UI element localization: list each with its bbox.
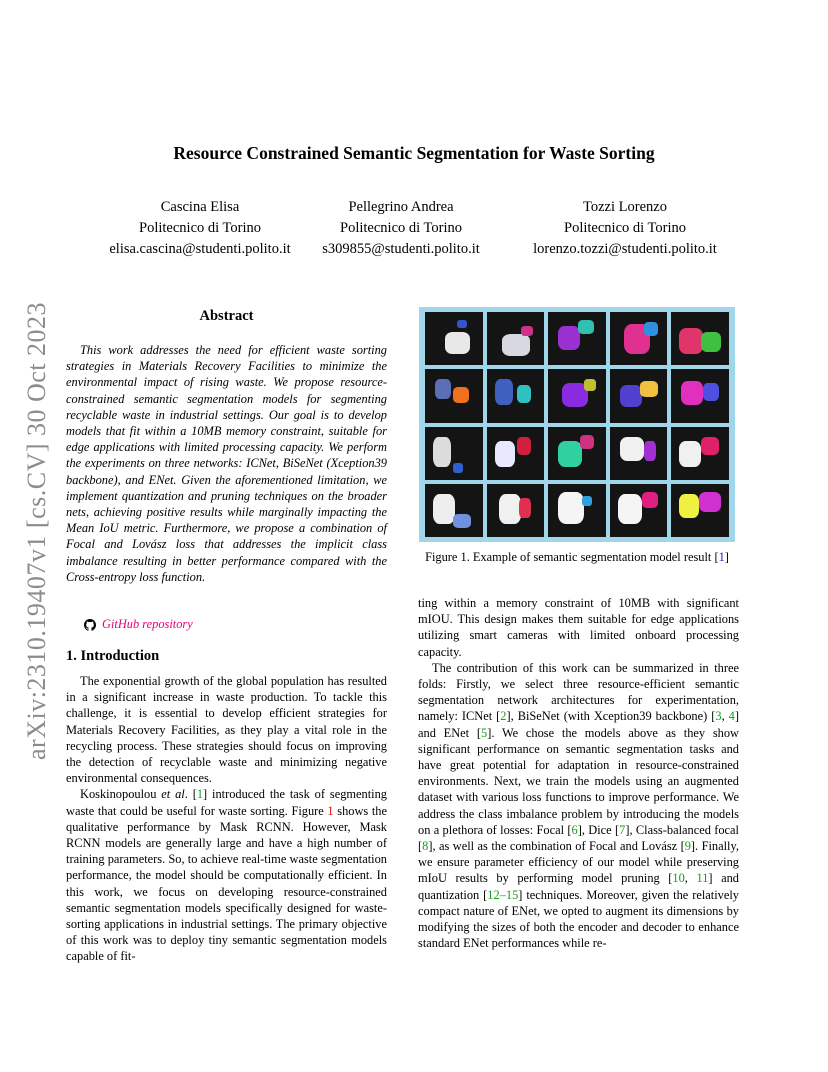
result-image (548, 312, 606, 365)
abstract-heading: Abstract (199, 308, 254, 324)
author-email[interactable]: lorenzo.tozzi@studenti.polito.it (533, 241, 717, 257)
github-label[interactable]: GitHub repository (102, 617, 193, 631)
author-name: Tozzi Lorenzo (583, 199, 667, 215)
result-image (425, 484, 483, 537)
citation-link[interactable]: 11 (696, 871, 709, 886)
arxiv-id: arXiv:2310.19407v1 [cs.CV] 30 Oct 2023 (22, 301, 51, 760)
citation-link[interactable]: 2 (500, 709, 507, 724)
citation-link[interactable]: 1 (196, 787, 204, 802)
intro-paragraph-2: Koskinopoulou et al. [1] introduced the task of segmenting waste that could be useful for waste sorting. Figure 1 shows the qualitative performance by Mask RCNN. However, Mask RCNN models are generally large and have a high number of training parameters. So, to achieve real-time waste segmentation performance, the model should be computationally efficient. In this work, we focus on developing resource-constrained semantic segmentation models specifically designed for waste-sorting applications in industrial settings. The primary objective of this work was to deploy tiny semantic segmentation models capable of fit- (66, 787, 387, 964)
citation-link[interactable]: 9 (684, 839, 691, 854)
author-2 (281, 197, 521, 260)
section-heading-introduction: 1. Introduction (66, 648, 160, 664)
paper-title: Resource Constrained Semantic Segmentation for Waste Sorting (173, 143, 655, 163)
result-image (425, 427, 483, 480)
right-paragraph-2: The contribution of this work can be summarized in three folds: Firstly, we select three resource-efficient semantic segmentation network architectures for experimentation, namely: ICNet [2], BiSeNet (with Xception39 backbone) [3, 4] and ENet [5]. We chose the models above as they show significant performance on semantic segmentation tasks and have great potential for adaptation in resource-constrained environments. Next, we train the models using an augmented dataset with various loss functions to improve performance. We address the class imbalance problem by introducing the models on a plethora of losses: Focal [6], Dice [7], Class-balanced focal [8], as well as the combination of Focal and Lovász [9]. Finally, we ensure parameter efficiency of our model while preserving mIoU results by performing model pruning [10, 11] and quantization [12–15] techniques. Moreover, given the relatively compact nature of ENet, we opted to augment its dimensions by modifying the sizes of both the encoder and decoder to enhance standard ENet performances while re- (418, 660, 740, 951)
abstract-text: This work addresses the need for efficient waste sorting strategies in Materials Recovery Facilities to minimize the environmental impact of rising waste. We propose resource-constrained semantic segmentation models for segmenting recyclable waste in industrial settings. Our goal is to develop models that fit within a 10MB memory constraint, suitable for edge applications with limited processing capacity. We perform the experiments on three networks: ICNet, BiSeNet (Xception39 backbone), and ENet. Given the aforementioned limitation, we implement quantization and pruning techniques on the broader nets, achieving positive results while marginally impacting the Mean IoU metric. Furthermore, we propose a combination of Focal and Lovász loss that addresses the implicit class imbalance resulting in better performance compared with the Cross-entropy loss function. (66, 343, 387, 584)
result-image (671, 369, 729, 422)
citation-link[interactable]: 5 (481, 725, 488, 740)
result-image (671, 312, 729, 365)
figure-1-caption: Figure 1. Example of semantic segmentation model result [1] (425, 550, 729, 564)
author-email[interactable]: elisa.cascina@studenti.polito.it (109, 241, 291, 257)
result-image (487, 369, 545, 422)
result-image (610, 369, 668, 422)
result-image (610, 484, 668, 537)
author-email[interactable]: s309855@studenti.polito.it (322, 241, 480, 257)
right-column (418, 595, 739, 951)
right-paragraph-1: ting within a memory constraint of 10MB with significant mIOU. This design makes them suitable for edge applications utilizing smart cameras with limited onboard processing capacity. (418, 596, 739, 659)
author-3 (505, 197, 745, 260)
result-image (487, 312, 545, 365)
intro-column (66, 673, 387, 965)
result-image (610, 427, 668, 480)
result-image (425, 312, 483, 365)
abstract-body (66, 342, 387, 585)
github-link[interactable] (84, 617, 193, 632)
citation-link[interactable]: 1 (718, 550, 725, 564)
citation-link[interactable]: 12–15 (487, 887, 519, 902)
result-image (671, 484, 729, 537)
figure-1 (419, 307, 735, 542)
author-affiliation: Politecnico di Torino (340, 220, 462, 236)
author-name: Cascina Elisa (160, 199, 240, 215)
citation-link[interactable]: 10 (672, 871, 685, 886)
citation-link[interactable]: 3 (715, 709, 722, 724)
result-image (487, 427, 545, 480)
citation-link[interactable]: 8 (422, 839, 429, 854)
author-affiliation: Politecnico di Torino (564, 220, 686, 236)
intro-paragraph-1: The exponential growth of the global population has resulted in a significant increase in waste production. To tackle this challenge, it is essential to develop efficient strategies for Materials Recovery Facilities, as they play a vital role in the recycling process. These strategies should focus on improving the detection of recyclable waste and minimizing negative environmental consequences. (66, 674, 387, 786)
result-image (610, 312, 668, 365)
result-image (548, 369, 606, 422)
citation-link[interactable]: 7 (619, 822, 626, 837)
citation-link[interactable]: 6 (571, 822, 578, 837)
segmentation-results-grid (425, 312, 729, 537)
result-image (671, 427, 729, 480)
author-name: Pellegrino Andrea (348, 199, 454, 215)
github-icon (84, 619, 96, 631)
figure-ref-link[interactable]: 1 (327, 803, 334, 818)
result-image (425, 369, 483, 422)
arxiv-stamp (18, 300, 54, 760)
result-image (487, 484, 545, 537)
author-affiliation: Politecnico di Torino (139, 220, 261, 236)
result-image (548, 484, 606, 537)
result-image (548, 427, 606, 480)
citation-link[interactable]: 4 (728, 709, 735, 724)
